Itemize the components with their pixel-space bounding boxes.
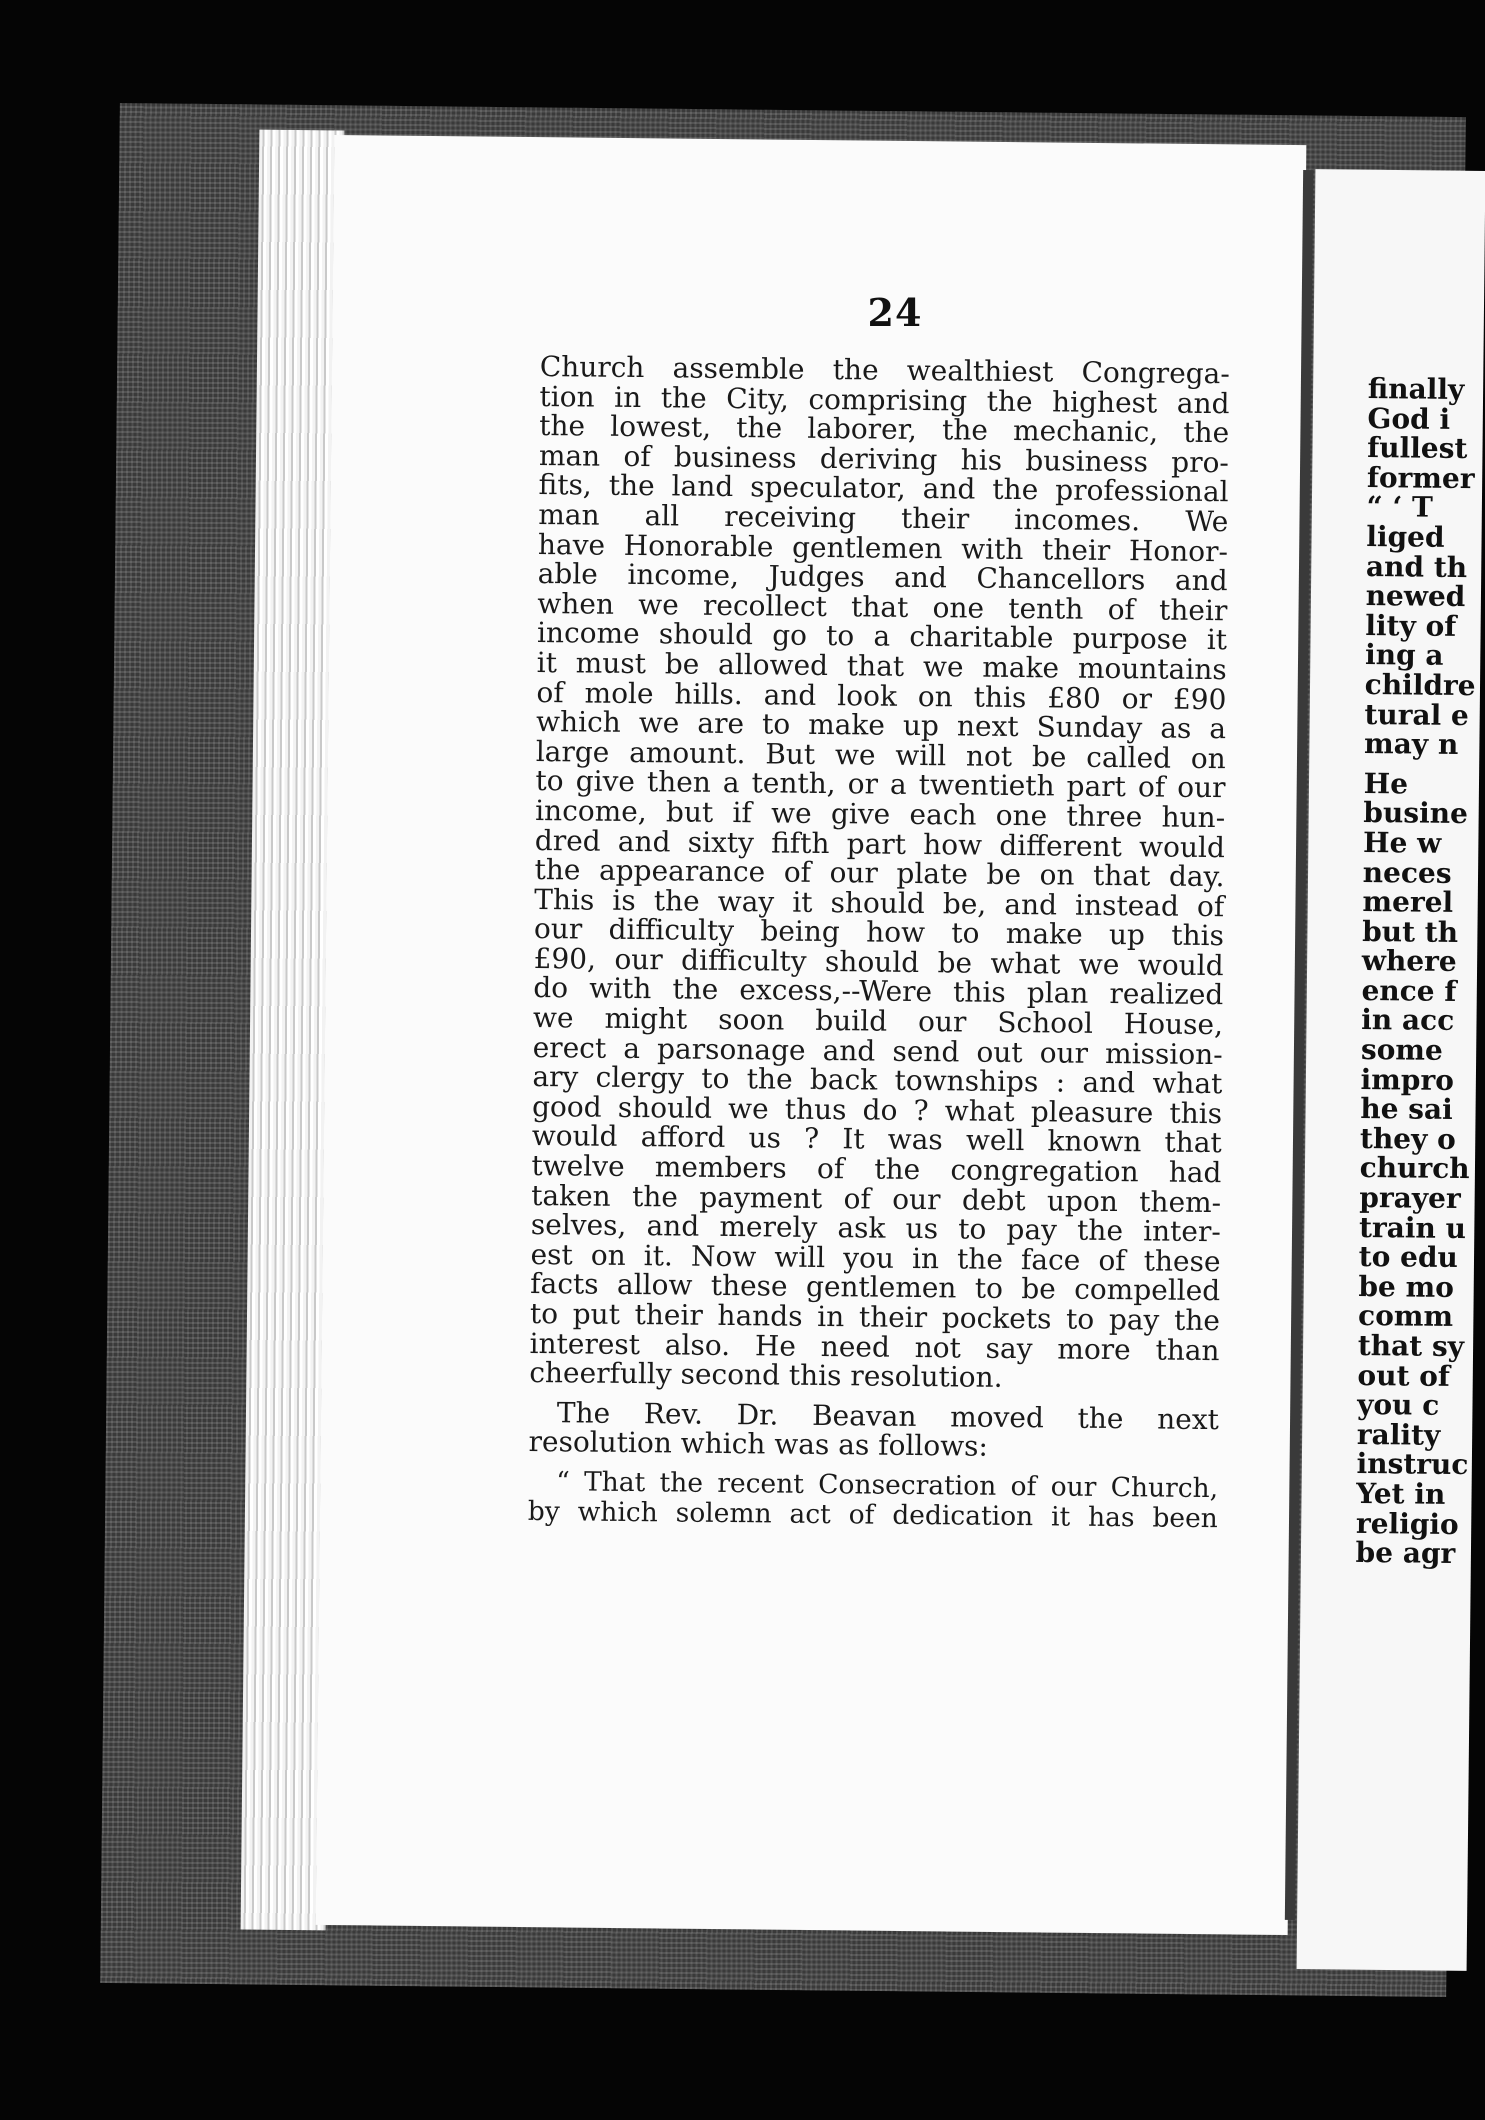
text-line: our difficulty being how to make up this <box>533 912 1225 953</box>
right-text-fragment: religio <box>1355 1506 1459 1541</box>
right-text-fragment: busine <box>1363 796 1469 831</box>
right-text-fragment: in acc <box>1361 1003 1455 1038</box>
text-line: man of business deriving his business pro- <box>538 438 1230 480</box>
text-line: the lowest, the laborer, the mechanic, the <box>539 409 1230 450</box>
text-line: it must be allowed that we make mountains <box>536 645 1227 687</box>
text-line: good should we thus do ? what pleasure this <box>531 1089 1223 1131</box>
text-line: income should go to a charitable purpose it <box>536 616 1228 657</box>
text-line: resolution which was as follows: <box>528 1425 989 1464</box>
right-text-fragment: some <box>1360 1033 1443 1067</box>
right-text-fragment: they o <box>1359 1121 1456 1156</box>
right-text-fragment: fullest <box>1367 431 1468 466</box>
text-line: £90, our difficulty should be what we would <box>533 941 1224 983</box>
text-line: able income, Judges and Chancellors and <box>537 557 1228 598</box>
right-text-fragment: be mo <box>1358 1269 1455 1304</box>
right-text-fragment: former <box>1366 460 1475 495</box>
right-page-text <box>1355 372 1476 1571</box>
text-line: have Honorable gentlemen with their Honor- <box>537 527 1229 568</box>
right-text-fragment: may n <box>1363 727 1459 762</box>
right-text-fragment: He w <box>1362 825 1442 860</box>
right-text-fragment: to edu <box>1358 1240 1459 1275</box>
text-line: large amount. But we will not be called on <box>535 734 1226 775</box>
right-text-fragment: that sy <box>1357 1328 1465 1364</box>
text-line: to put their hands in their pockets to pay the <box>529 1296 1221 1338</box>
right-text-fragment: but th <box>1361 914 1459 949</box>
left-page-text <box>528 352 1230 1533</box>
text-line: cheerfully second this resolution. <box>529 1356 1003 1395</box>
right-text-fragment: tural e <box>1364 697 1469 732</box>
text-line: twelve members of the congregation had <box>531 1148 1222 1190</box>
text-line: of mole hills. and look on this £80 or £90 <box>536 675 1227 716</box>
text-line: taken the payment of our debt upon them- <box>530 1178 1222 1219</box>
right-text-fragment: liged <box>1366 519 1445 554</box>
right-text-fragment: impro <box>1360 1062 1455 1097</box>
text-line: erect a parsonage and send out our mission- <box>532 1030 1223 1071</box>
right-text-fragment: instruc <box>1356 1447 1469 1482</box>
page-number: 24 <box>867 290 923 335</box>
quote-line: by which solemn act of dedication it has been <box>527 1495 1218 1534</box>
right-text-fragment: “ ‘ T <box>1366 490 1433 525</box>
text-line: This is the way it should be, and instead of <box>534 882 1225 923</box>
text-line: interest also. He need not say more than <box>529 1326 1220 1367</box>
right-text-fragment: God i <box>1367 401 1451 436</box>
right-text-fragment: comm <box>1357 1299 1454 1334</box>
right-text-fragment: you c <box>1357 1388 1440 1422</box>
right-text-fragment: train u <box>1358 1210 1467 1245</box>
right-text-fragment: neces <box>1362 855 1452 890</box>
right-text-fragment: ence f <box>1361 973 1457 1008</box>
text-line: to give then a tenth, or a twentieth part of our <box>535 764 1226 805</box>
right-text-fragment: newed <box>1365 579 1466 614</box>
text-line: man all receiving their incomes. We <box>538 497 1229 539</box>
right-text-fragment: lity of <box>1365 608 1457 643</box>
right-text-fragment: merel <box>1362 885 1454 920</box>
text-line: income, but if we give each one three hun- <box>535 793 1226 835</box>
right-text-fragment: childre <box>1364 667 1476 703</box>
right-text-fragment: finally <box>1367 372 1465 407</box>
text-line: dred and sixty fifth part how different would <box>534 823 1226 864</box>
text-line: do with the excess,--Were this plan realized <box>533 971 1224 1012</box>
text-line: the appearance of our plate be on that day. <box>534 853 1225 894</box>
right-text-fragment: he sai <box>1360 1092 1453 1127</box>
right-text-fragment: ing a <box>1364 638 1444 673</box>
text-line: Church assemble the wealthiest Congrega- <box>539 350 1230 391</box>
right-text-fragment: be agr <box>1355 1536 1456 1571</box>
text-line: would afford us ? It was well known that <box>531 1119 1222 1160</box>
right-text-fragment: where <box>1361 944 1457 979</box>
text-line: facts allow these gentlemen to be compelled <box>530 1267 1221 1308</box>
right-text-fragment: rality <box>1356 1417 1441 1452</box>
text-line: when we recollect that one tenth of their <box>537 586 1228 627</box>
right-text-fragment: out of <box>1357 1358 1451 1393</box>
text-line: fits, the land speculator, and the professional <box>538 468 1229 509</box>
quote-line: “ That the recent Consecration of our Church, <box>556 1466 1219 1505</box>
text-line: which we are to make up next Sunday as a <box>535 705 1227 746</box>
text-line: selves, and merely ask us to pay the inter- <box>530 1208 1221 1249</box>
text-line: est on it. Now will you in the face of these <box>530 1237 1221 1278</box>
text-line: tion in the City, comprising the highest and <box>539 379 1230 420</box>
right-text-fragment: and th <box>1365 549 1468 584</box>
right-text-fragment: prayer <box>1359 1180 1461 1216</box>
right-text-fragment: Yet in <box>1356 1476 1446 1511</box>
right-text-fragment: church <box>1359 1151 1470 1186</box>
text-line: we might soon build our School House, <box>532 1001 1224 1042</box>
text-line: The Rev. Dr. Beavan moved the next <box>556 1396 1220 1436</box>
right-text-fragment: He <box>1363 766 1409 801</box>
text-line: ary clergy to the back townships : and what <box>532 1060 1223 1101</box>
